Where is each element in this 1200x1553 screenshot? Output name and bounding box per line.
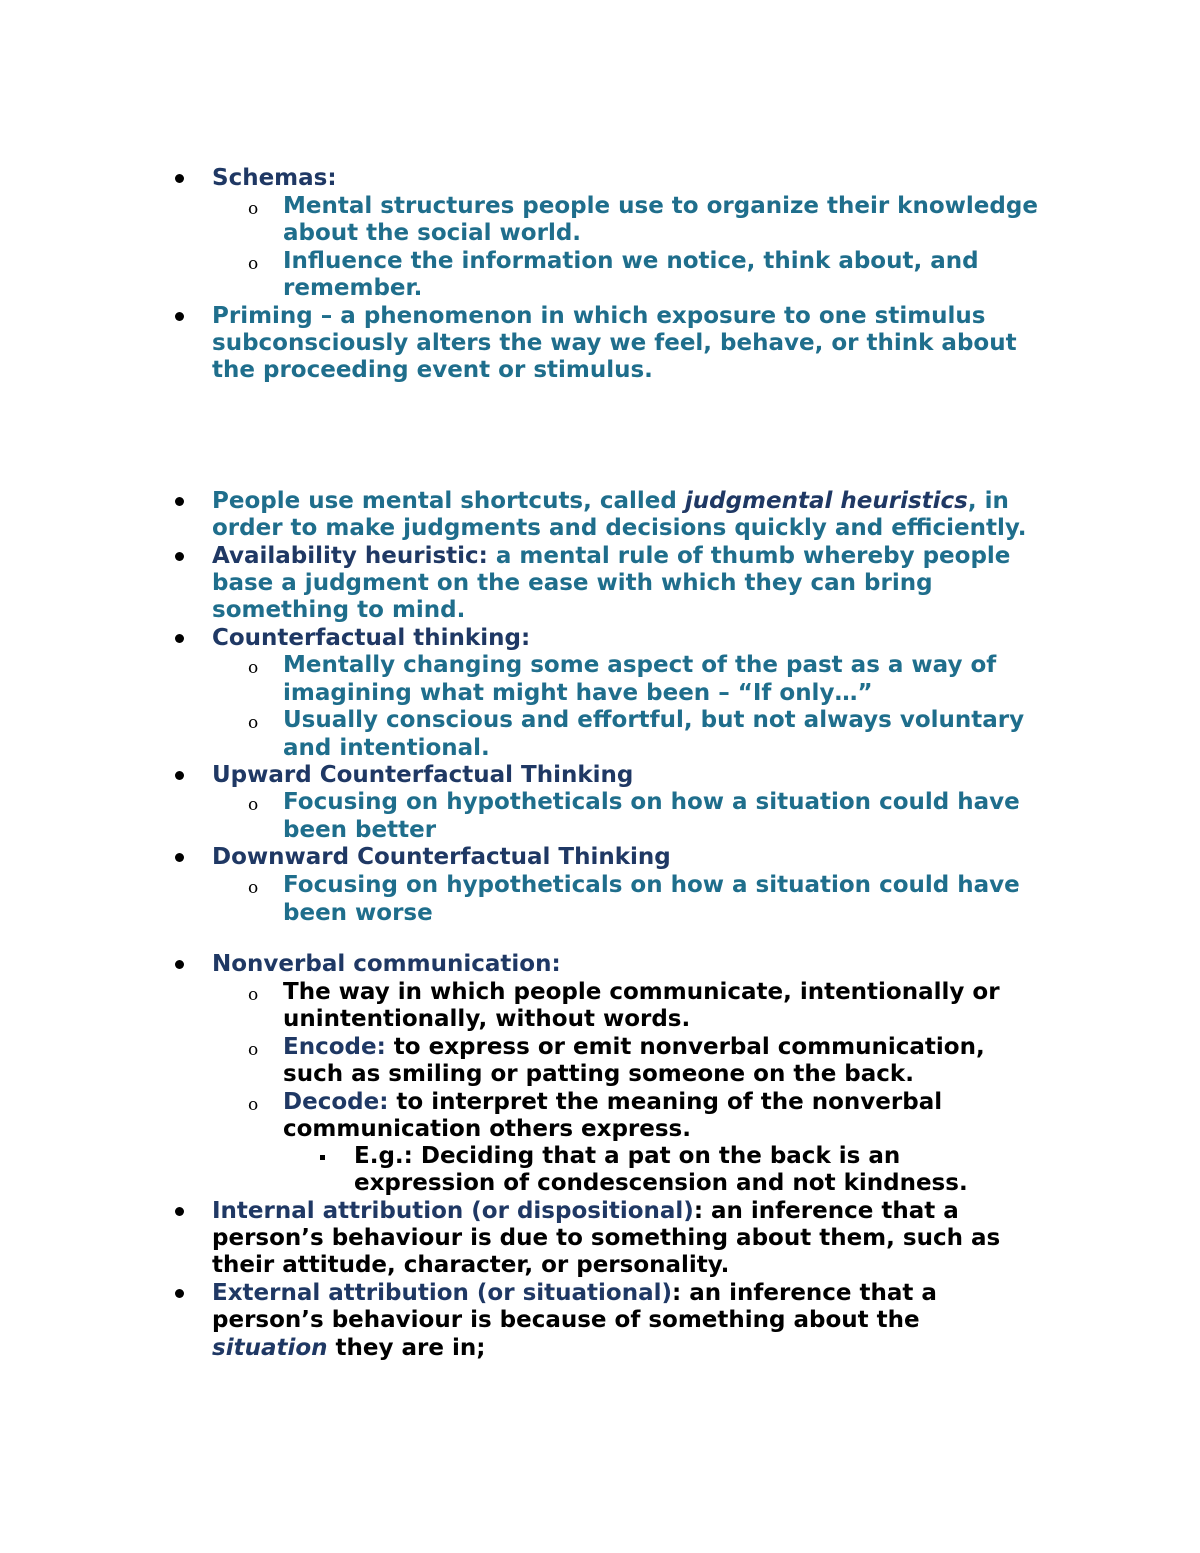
encode-line1 — [283, 1034, 985, 1061]
availability-line3: something to mind. — [212, 597, 466, 623]
bullet-circle-icon: o — [248, 1095, 259, 1115]
example-line2: expression of condescension and not kindness. — [354, 1170, 968, 1196]
bullet-dot-icon — [175, 552, 184, 561]
counterfactual-sub1-line1: Mentally changing some aspect of the past as a way of — [283, 652, 997, 678]
decode-line1 — [283, 1089, 942, 1116]
decode-rest: to interpret the meaning of the nonverbal — [388, 1089, 943, 1115]
heuristics-line1 — [212, 488, 1009, 515]
schemas-sub2-line2: remember. — [283, 275, 423, 301]
decode-line2: communication others express. — [283, 1116, 691, 1142]
downward-heading: Downward Counterfactual Thinking — [212, 844, 671, 870]
bullet-circle-icon: o — [248, 795, 259, 815]
encode-rest: to express or emit nonverbal communication, — [385, 1034, 985, 1060]
bullet-dot-icon — [175, 1289, 184, 1298]
availability-rest: a mental rule of thumb whereby people — [487, 543, 1011, 569]
counterfactual-sub2-line2: and intentional. — [283, 735, 490, 761]
external-line2: person’s behaviour is because of something about the — [212, 1307, 920, 1333]
bullet-circle-icon: o — [248, 985, 259, 1005]
internal-term: Internal attribution (or dispositional) — [212, 1198, 694, 1224]
availability-line2: base a judgment on the ease with which they can bring — [212, 570, 933, 596]
internal-line2: person’s behaviour is due to something about them, such as — [212, 1225, 1001, 1251]
counterfactual-sub2-line1: Usually conscious and effortful, but not always voluntary — [283, 707, 1025, 733]
priming-line3: the proceeding event or stimulus. — [212, 357, 653, 383]
nonverbal-sub1-line1: The way in which people communicate, intentionally or — [283, 979, 1000, 1005]
external-term: External attribution (or situational) — [212, 1280, 672, 1306]
bullet-dot-icon — [175, 634, 184, 643]
upward-sub-line1: Focusing on hypotheticals on how a situation could have — [283, 789, 1020, 815]
downward-sub-line2: been worse — [283, 900, 433, 926]
bullet-circle-icon: o — [248, 878, 259, 898]
decode-term: Decode: — [283, 1089, 389, 1115]
availability-line1 — [212, 543, 1010, 570]
bullet-square-icon — [320, 1155, 325, 1160]
availability-term: Availability heuristic: — [212, 543, 488, 569]
heuristics-post: , in — [967, 488, 1009, 514]
internal-line3: their attitude, character, or personality. — [212, 1252, 730, 1278]
heuristics-pre: People use mental shortcuts, called — [212, 488, 685, 514]
counterfactual-sub1-line2: imagining what might have been – “If only…” — [283, 680, 873, 706]
counterfactual-heading: Counterfactual thinking: — [212, 625, 531, 651]
bullet-dot-icon — [175, 174, 184, 183]
priming-line2: subconsciously alters the way we feel, behave, or think about — [212, 330, 1017, 356]
bullet-dot-icon — [175, 771, 184, 780]
external-rest: : an inference that a — [672, 1280, 937, 1306]
nonverbal-sub1-line2: unintentionally, without words. — [283, 1006, 691, 1032]
priming-line1: Priming – a phenomenon in which exposure to one stimulus — [212, 303, 986, 329]
bullet-dot-icon — [175, 1207, 184, 1216]
internal-line1 — [212, 1198, 959, 1225]
example-line1: E.g.: Deciding that a pat on the back is an — [354, 1143, 901, 1169]
bullet-circle-icon: o — [248, 199, 259, 219]
bullet-dot-icon — [175, 960, 184, 969]
upward-heading: Upward Counterfactual Thinking — [212, 762, 634, 788]
external-em: situation — [212, 1335, 328, 1361]
heuristics-line2: order to make judgments and decisions quickly and efficiently. — [212, 515, 1027, 541]
external-line3 — [212, 1335, 485, 1362]
upward-sub-line2: been better — [283, 817, 437, 843]
bullet-dot-icon — [175, 853, 184, 862]
encode-line2: such as smiling or patting someone on the back. — [283, 1061, 914, 1087]
internal-rest: : an inference that a — [693, 1198, 959, 1224]
bullet-circle-icon: o — [248, 658, 259, 678]
schemas-sub2-line1: Influence the information we notice, think about, and — [283, 248, 979, 274]
external-line1 — [212, 1280, 937, 1307]
bullet-dot-icon — [175, 312, 184, 321]
nonverbal-heading: Nonverbal communication: — [212, 951, 561, 977]
external-tail: they are in; — [327, 1335, 486, 1361]
bullet-circle-icon: o — [248, 254, 259, 274]
bullet-circle-icon: o — [248, 1040, 259, 1060]
heuristics-term: judgmental heuristics — [684, 488, 968, 514]
schemas-sub1-line1: Mental structures people use to organize their knowledge — [283, 193, 1038, 219]
schemas-heading: Schemas: — [212, 165, 337, 191]
encode-term: Encode: — [283, 1034, 386, 1060]
downward-sub-line1: Focusing on hypotheticals on how a situation could have — [283, 872, 1020, 898]
bullet-dot-icon — [175, 497, 184, 506]
schemas-sub1-line2: about the social world. — [283, 220, 582, 246]
bullet-circle-icon: o — [248, 713, 259, 733]
